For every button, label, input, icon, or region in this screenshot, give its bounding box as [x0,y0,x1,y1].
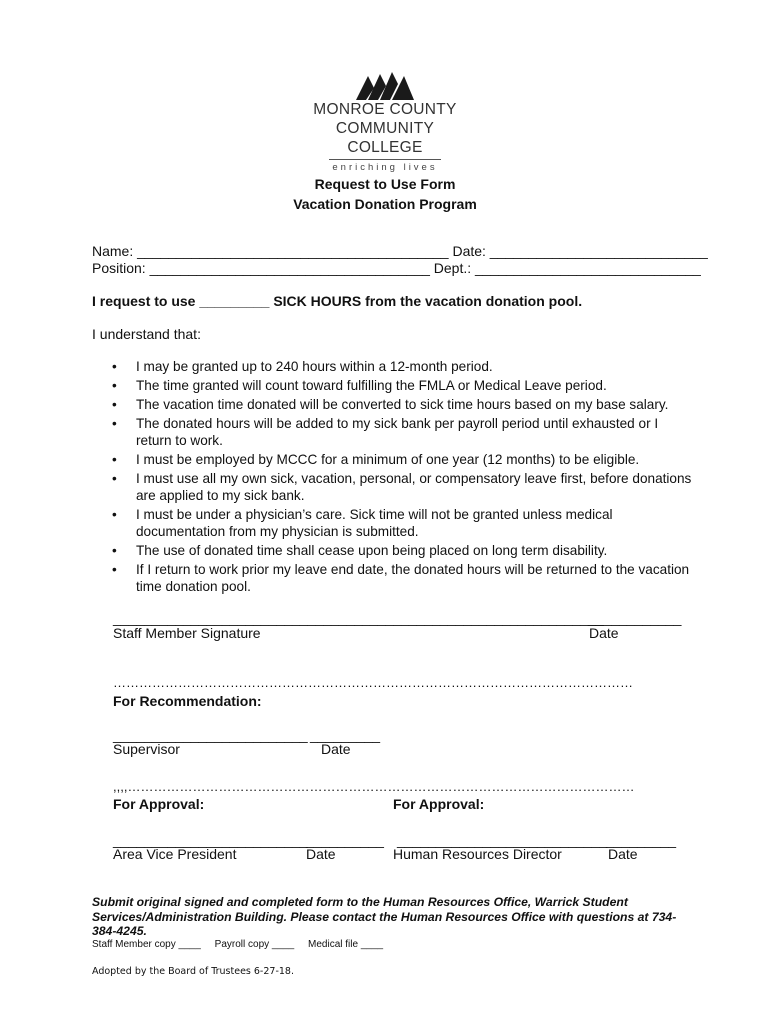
list-item: • I must use all my own sick, vacation, personal, or compensatory leave first, before donations are applied to my sick bank. [92,470,692,504]
recommendation-heading: For Recommendation: [113,693,262,709]
list-item: • The use of donated time shall cease upon being placed on long term disability. [92,542,692,559]
staff-signature-line[interactable]: _______________________________________________________________ [113,610,604,626]
hr-director-label: Human Resources Director [393,846,562,862]
logo-tagline: enriching lives [332,162,438,173]
college-logo [300,70,470,173]
conditions-list [92,358,692,597]
list-item: • The vacation time donated will be converted to sick time hours based on my base salary. [92,396,692,413]
supervisor-signature-line[interactable]: _________________________ [113,727,308,743]
logo-line2: COMMUNITY COLLEGE [335,120,435,156]
adopted-note: Adopted by the Board of Trustees 6-27-18. [92,966,294,977]
approval-heading-left: For Approval: [113,796,205,812]
separator-dots: ………………………………………………………………………………………………………… [113,675,633,690]
request-hours-line[interactable]: I request to use _________ SICK HOURS from the vacation donation pool. [92,293,583,309]
staff-date-line[interactable]: ____________ [588,610,682,626]
separator-dots: ,,,,……………………………………………………………………………………………………… [113,779,635,794]
copy-distribution: Staff Member copy ____ Payroll copy ____ Medical file ____ [92,939,384,950]
hr-director-date-label: Date [608,846,638,862]
form-subtitle: Vacation Donation Program [293,196,477,212]
logo-rule [329,159,441,160]
list-item: • I must be employed by MCCC for a minimum of one year (12 months) to be eligible. [92,451,692,468]
approval-heading-right: For Approval: [393,796,485,812]
mountain-logo-icon [354,70,416,100]
vp-label: Area Vice President [113,846,237,862]
list-item: • I must be under a physician’s care. Sick time will not be granted unless medical documentation from my physician is submitted. [92,506,692,540]
submission-instructions: Submit original signed and completed form to the Human Resources Office, Warrick Student Services/Administration Building. Please contact the Human Resources Office with questions at 734-384-4245. [92,895,677,938]
vp-date-line[interactable]: __________ [306,832,384,848]
list-item: • I may be granted up to 240 hours within a 12-month period. [92,358,692,375]
list-item: • The donated hours will be added to my sick bank per payroll period until exhausted or I return to work. [92,415,692,449]
understand-heading: I understand that: [92,326,201,342]
supervisor-date-line[interactable]: _________ [310,727,381,743]
name-date-field[interactable]: Name: ________________________________________ Date: ____________________________ [92,243,708,259]
list-item: • The time granted will count toward fulfilling the FMLA or Medical Leave period. [92,377,692,394]
logo-line1: MONROE COUNTY [313,101,457,118]
staff-date-label: Date [589,625,619,641]
supervisor-date-label: Date [321,741,351,757]
position-dept-field[interactable]: Position: ____________________________________ Dept.: _____________________________ [92,260,701,276]
vp-signature-line[interactable]: _________________________ [113,832,308,848]
form-title: Request to Use Form [314,176,456,192]
vp-date-label: Date [306,846,336,862]
list-item: • If I return to work prior my leave end date, the donated hours will be returned to the vacation time donation pool. [92,561,692,595]
staff-signature-label: Staff Member Signature [113,625,261,641]
hr-director-date-line[interactable]: _________ [606,832,677,848]
hr-director-signature-line[interactable]: ___________________________ [397,832,608,848]
supervisor-label: Supervisor [113,741,180,757]
